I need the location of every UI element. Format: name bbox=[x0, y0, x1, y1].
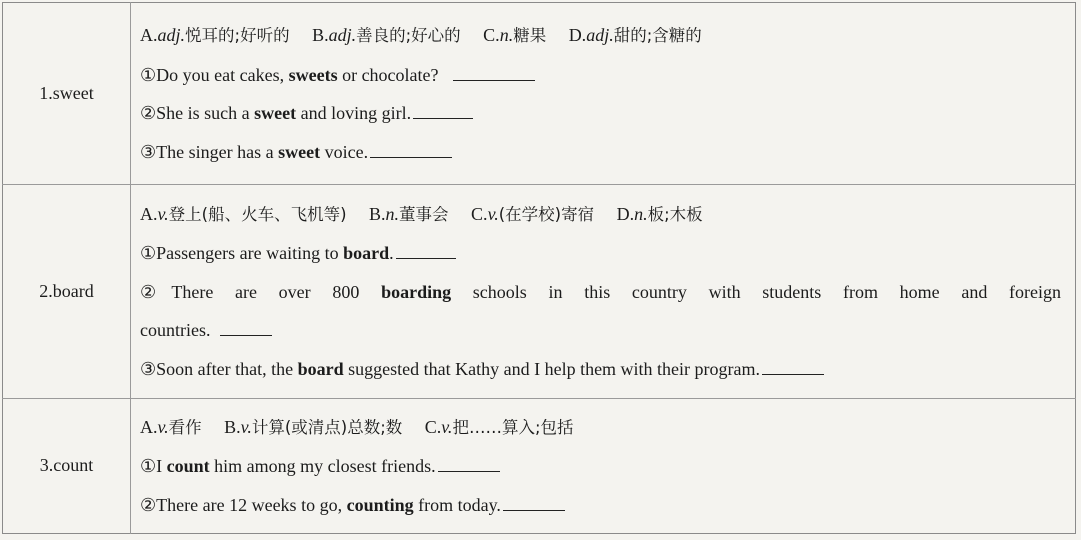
option-c: C.n.糖果 bbox=[483, 25, 547, 46]
options-line bbox=[140, 195, 1061, 235]
options-line bbox=[140, 16, 1061, 56]
option-d: D.n.板;木板 bbox=[616, 203, 703, 224]
answer-blank[interactable] bbox=[762, 356, 824, 375]
option-b: B.n.董事会 bbox=[369, 203, 449, 224]
word-cell: 2.board bbox=[3, 185, 131, 398]
word-cell: 1.sweet bbox=[3, 3, 131, 185]
option-a: A.adj.悦耳的;好听的 bbox=[140, 25, 290, 46]
sentence-2: ②She is such a sweet and loving girl. bbox=[140, 94, 1061, 133]
option-a: A.v.看作 bbox=[140, 416, 202, 437]
answer-blank[interactable] bbox=[438, 453, 500, 472]
option-c: C.v.把……算入;包括 bbox=[424, 416, 574, 437]
option-b: B.adj.善良的;好心的 bbox=[312, 25, 461, 46]
content-cell bbox=[131, 185, 1076, 398]
entry-row-sweet bbox=[3, 3, 1076, 185]
entry-row-count bbox=[3, 398, 1076, 533]
sentence-2: ②There are over 800 boarding schools in this country with students from home and foreign bbox=[140, 281, 1062, 302]
answer-blank[interactable] bbox=[220, 317, 272, 336]
sentence-2: ②There are 12 weeks to go, counting from today. bbox=[140, 486, 1061, 525]
content-cell bbox=[131, 3, 1076, 185]
answer-blank[interactable] bbox=[453, 62, 535, 81]
answer-blank[interactable] bbox=[370, 139, 452, 158]
option-b: B.v.计算(或清点)总数;数 bbox=[224, 416, 403, 437]
sentence-1: ①Passengers are waiting to board. bbox=[140, 234, 1061, 273]
answer-blank[interactable] bbox=[503, 492, 565, 511]
answer-blank[interactable] bbox=[396, 240, 456, 259]
vocabulary-table bbox=[2, 2, 1076, 534]
sentence-2-continued: countries. bbox=[140, 311, 1061, 350]
sentence-3: ③Soon after that, the board suggested that Kathy and I help them with their program. bbox=[140, 350, 1061, 389]
option-c: C.v.(在学校)寄宿 bbox=[471, 203, 595, 224]
options-line bbox=[140, 408, 1061, 448]
option-a: A.v.登上(船、火车、飞机等) bbox=[140, 203, 347, 224]
sentence-1: ①I count him among my closest friends. bbox=[140, 447, 1061, 486]
option-d: D.adj.甜的;含糖的 bbox=[568, 25, 702, 46]
word-cell: 3.count bbox=[3, 398, 131, 533]
content-cell bbox=[131, 398, 1076, 533]
sentence-1: ①Do you eat cakes, sweets or chocolate? bbox=[140, 56, 1061, 95]
sentence-3: ③The singer has a sweet voice. bbox=[140, 133, 1061, 172]
answer-blank[interactable] bbox=[413, 100, 473, 119]
entry-row-board bbox=[3, 185, 1076, 398]
